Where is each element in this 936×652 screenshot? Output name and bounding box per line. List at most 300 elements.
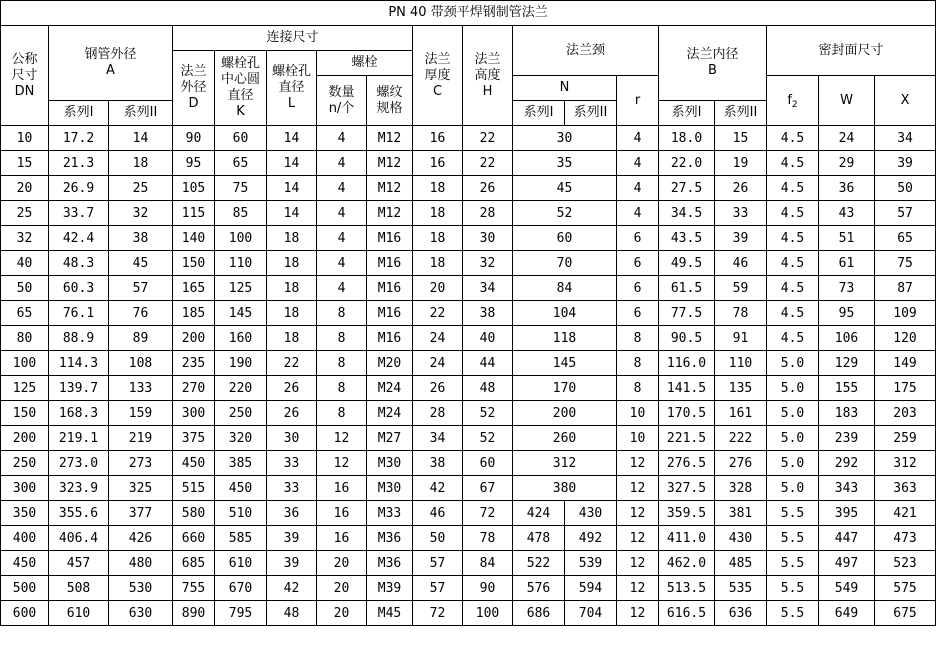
cell-f2: 4.5 <box>767 201 819 226</box>
cell-c: 26 <box>413 376 463 401</box>
cell-x: 87 <box>875 276 936 301</box>
table-row <box>1 351 936 376</box>
cell-n: 4 <box>317 151 367 176</box>
cell-b1: 61.5 <box>659 276 715 301</box>
cell-w: 73 <box>819 276 875 301</box>
cell-a2: 89 <box>109 326 173 351</box>
cell-f2: 4.5 <box>767 126 819 151</box>
cell-h: 44 <box>463 351 513 376</box>
cell-c: 18 <box>413 176 463 201</box>
header-pipe-od: 钢管外径 A <box>49 26 173 101</box>
cell-c: 24 <box>413 351 463 376</box>
cell-w: 36 <box>819 176 875 201</box>
cell-a2: 630 <box>109 601 173 626</box>
cell-dn: 25 <box>1 201 49 226</box>
cell-l: 18 <box>267 251 317 276</box>
header-bore-series2: 系列II <box>715 101 767 126</box>
cell-b1: 77.5 <box>659 301 715 326</box>
cell-dn: 65 <box>1 301 49 326</box>
cell-h: 38 <box>463 301 513 326</box>
cell-b1: 221.5 <box>659 426 715 451</box>
header-bolt: 螺栓 <box>317 51 413 76</box>
header-dn: 公称 尺寸 DN <box>1 26 49 126</box>
table-row <box>1 176 936 201</box>
cell-n1: 35 <box>513 151 617 176</box>
cell-n1: 478 <box>513 526 565 551</box>
cell-x: 259 <box>875 426 936 451</box>
cell-thread: M16 <box>367 226 413 251</box>
cell-c: 46 <box>413 501 463 526</box>
cell-n1: 70 <box>513 251 617 276</box>
cell-b2: 636 <box>715 601 767 626</box>
cell-n: 4 <box>317 276 367 301</box>
cell-b1: 90.5 <box>659 326 715 351</box>
cell-n: 4 <box>317 176 367 201</box>
table-row <box>1 151 936 176</box>
cell-d: 450 <box>173 451 215 476</box>
cell-d: 185 <box>173 301 215 326</box>
cell-x: 109 <box>875 301 936 326</box>
cell-c: 24 <box>413 326 463 351</box>
table-row <box>1 276 936 301</box>
cell-c: 72 <box>413 601 463 626</box>
cell-l: 39 <box>267 526 317 551</box>
cell-dn: 32 <box>1 226 49 251</box>
cell-d: 90 <box>173 126 215 151</box>
cell-a2: 76 <box>109 301 173 326</box>
cell-n1: 522 <box>513 551 565 576</box>
cell-a1: 273.0 <box>49 451 109 476</box>
cell-dn: 350 <box>1 501 49 526</box>
cell-r: 4 <box>617 151 659 176</box>
cell-x: 65 <box>875 226 936 251</box>
cell-k: 220 <box>215 376 267 401</box>
cell-x: 203 <box>875 401 936 426</box>
cell-r: 12 <box>617 551 659 576</box>
header-pipe-od-series1: 系列I <box>49 101 109 126</box>
cell-r: 10 <box>617 401 659 426</box>
cell-r: 12 <box>617 451 659 476</box>
cell-dn: 300 <box>1 476 49 501</box>
cell-n: 12 <box>317 426 367 451</box>
cell-w: 395 <box>819 501 875 526</box>
cell-dn: 450 <box>1 551 49 576</box>
header-bolt-hole: 螺栓孔 直径 L <box>267 51 317 126</box>
header-neck-r: r <box>617 76 659 126</box>
cell-k: 75 <box>215 176 267 201</box>
cell-l: 26 <box>267 401 317 426</box>
cell-l: 18 <box>267 276 317 301</box>
cell-a1: 610 <box>49 601 109 626</box>
header-neck-n: N <box>513 76 617 101</box>
cell-c: 20 <box>413 276 463 301</box>
cell-r: 12 <box>617 601 659 626</box>
cell-h: 67 <box>463 476 513 501</box>
cell-d: 300 <box>173 401 215 426</box>
cell-h: 40 <box>463 326 513 351</box>
cell-h: 84 <box>463 551 513 576</box>
cell-a1: 48.3 <box>49 251 109 276</box>
cell-r: 12 <box>617 501 659 526</box>
cell-a2: 25 <box>109 176 173 201</box>
cell-l: 39 <box>267 551 317 576</box>
cell-dn: 40 <box>1 251 49 276</box>
cell-b2: 39 <box>715 226 767 251</box>
cell-r: 6 <box>617 276 659 301</box>
header-neck-series1: 系列I <box>513 101 565 126</box>
cell-f2: 5.5 <box>767 551 819 576</box>
cell-a2: 45 <box>109 251 173 276</box>
cell-d: 755 <box>173 576 215 601</box>
table-row <box>1 326 936 351</box>
cell-b2: 59 <box>715 276 767 301</box>
cell-w: 51 <box>819 226 875 251</box>
cell-c: 18 <box>413 226 463 251</box>
cell-dn: 200 <box>1 426 49 451</box>
cell-r: 8 <box>617 351 659 376</box>
cell-thread: M12 <box>367 176 413 201</box>
cell-w: 24 <box>819 126 875 151</box>
cell-c: 42 <box>413 476 463 501</box>
cell-b1: 276.5 <box>659 451 715 476</box>
cell-d: 580 <box>173 501 215 526</box>
cell-d: 200 <box>173 326 215 351</box>
cell-b1: 327.5 <box>659 476 715 501</box>
header-f2-sub: 2 <box>791 99 798 110</box>
header-w: W <box>819 76 875 126</box>
cell-b1: 462.0 <box>659 551 715 576</box>
cell-a1: 76.1 <box>49 301 109 326</box>
cell-b1: 359.5 <box>659 501 715 526</box>
cell-k: 385 <box>215 451 267 476</box>
cell-b1: 22.0 <box>659 151 715 176</box>
table-row <box>1 301 936 326</box>
cell-x: 575 <box>875 576 936 601</box>
cell-n: 16 <box>317 526 367 551</box>
cell-k: 65 <box>215 151 267 176</box>
cell-w: 292 <box>819 451 875 476</box>
cell-r: 8 <box>617 326 659 351</box>
cell-d: 115 <box>173 201 215 226</box>
cell-d: 150 <box>173 251 215 276</box>
cell-n1: 118 <box>513 326 617 351</box>
cell-b1: 27.5 <box>659 176 715 201</box>
cell-f2: 5.0 <box>767 401 819 426</box>
cell-x: 523 <box>875 551 936 576</box>
cell-a1: 114.3 <box>49 351 109 376</box>
table-row <box>1 501 936 526</box>
cell-c: 22 <box>413 301 463 326</box>
cell-c: 16 <box>413 126 463 151</box>
cell-thread: M39 <box>367 576 413 601</box>
cell-r: 12 <box>617 476 659 501</box>
cell-thread: M16 <box>367 301 413 326</box>
cell-a2: 325 <box>109 476 173 501</box>
cell-n1: 576 <box>513 576 565 601</box>
cell-n: 8 <box>317 326 367 351</box>
header-bolt-circle: 螺栓孔 中心圆 直径 K <box>215 51 267 126</box>
cell-n: 4 <box>317 226 367 251</box>
header-x: X <box>875 76 936 126</box>
cell-n1: 104 <box>513 301 617 326</box>
cell-thread: M27 <box>367 426 413 451</box>
cell-b2: 485 <box>715 551 767 576</box>
cell-a2: 133 <box>109 376 173 401</box>
cell-n: 8 <box>317 376 367 401</box>
cell-thread: M30 <box>367 476 413 501</box>
cell-n: 16 <box>317 476 367 501</box>
cell-a2: 32 <box>109 201 173 226</box>
cell-r: 6 <box>617 251 659 276</box>
cell-a2: 159 <box>109 401 173 426</box>
cell-n: 8 <box>317 401 367 426</box>
cell-k: 160 <box>215 326 267 351</box>
cell-c: 38 <box>413 451 463 476</box>
cell-n1: 260 <box>513 426 617 451</box>
cell-k: 85 <box>215 201 267 226</box>
cell-n: 20 <box>317 576 367 601</box>
cell-f2: 4.5 <box>767 151 819 176</box>
cell-l: 14 <box>267 176 317 201</box>
cell-l: 36 <box>267 501 317 526</box>
header-bore-series1: 系列I <box>659 101 715 126</box>
cell-r: 6 <box>617 226 659 251</box>
cell-a1: 406.4 <box>49 526 109 551</box>
cell-x: 34 <box>875 126 936 151</box>
cell-b1: 116.0 <box>659 351 715 376</box>
cell-f2: 5.0 <box>767 376 819 401</box>
cell-l: 18 <box>267 226 317 251</box>
cell-dn: 400 <box>1 526 49 551</box>
cell-l: 14 <box>267 126 317 151</box>
cell-a2: 530 <box>109 576 173 601</box>
cell-n2: 594 <box>565 576 617 601</box>
cell-x: 39 <box>875 151 936 176</box>
cell-h: 32 <box>463 251 513 276</box>
cell-f2: 5.5 <box>767 601 819 626</box>
cell-c: 57 <box>413 576 463 601</box>
cell-k: 100 <box>215 226 267 251</box>
cell-k: 610 <box>215 551 267 576</box>
cell-f2: 5.5 <box>767 576 819 601</box>
cell-thread: M12 <box>367 201 413 226</box>
cell-a1: 168.3 <box>49 401 109 426</box>
cell-dn: 600 <box>1 601 49 626</box>
cell-k: 320 <box>215 426 267 451</box>
cell-f2: 5.5 <box>767 526 819 551</box>
cell-r: 6 <box>617 301 659 326</box>
cell-w: 239 <box>819 426 875 451</box>
cell-n: 4 <box>317 251 367 276</box>
cell-x: 75 <box>875 251 936 276</box>
cell-thread: M20 <box>367 351 413 376</box>
table-row <box>1 401 936 426</box>
cell-dn: 10 <box>1 126 49 151</box>
cell-a1: 88.9 <box>49 326 109 351</box>
cell-b1: 513.5 <box>659 576 715 601</box>
cell-b2: 26 <box>715 176 767 201</box>
cell-d: 515 <box>173 476 215 501</box>
table-row <box>1 126 936 151</box>
cell-b2: 381 <box>715 501 767 526</box>
cell-b2: 222 <box>715 426 767 451</box>
table-row <box>1 451 936 476</box>
cell-f2: 4.5 <box>767 226 819 251</box>
cell-d: 95 <box>173 151 215 176</box>
cell-a2: 14 <box>109 126 173 151</box>
cell-b1: 411.0 <box>659 526 715 551</box>
cell-w: 549 <box>819 576 875 601</box>
header-f2 <box>767 76 819 126</box>
cell-d: 375 <box>173 426 215 451</box>
table-row <box>1 226 936 251</box>
cell-thread: M33 <box>367 501 413 526</box>
cell-thread: M16 <box>367 326 413 351</box>
cell-k: 585 <box>215 526 267 551</box>
cell-h: 52 <box>463 401 513 426</box>
cell-b2: 33 <box>715 201 767 226</box>
cell-n2: 430 <box>565 501 617 526</box>
cell-w: 106 <box>819 326 875 351</box>
cell-n: 8 <box>317 351 367 376</box>
cell-dn: 125 <box>1 376 49 401</box>
cell-h: 52 <box>463 426 513 451</box>
cell-h: 28 <box>463 201 513 226</box>
cell-k: 60 <box>215 126 267 151</box>
cell-n1: 84 <box>513 276 617 301</box>
cell-n2: 492 <box>565 526 617 551</box>
cell-h: 90 <box>463 576 513 601</box>
cell-k: 125 <box>215 276 267 301</box>
cell-thread: M12 <box>367 151 413 176</box>
header-pipe-od-series2: 系列II <box>109 101 173 126</box>
cell-l: 22 <box>267 351 317 376</box>
cell-l: 30 <box>267 426 317 451</box>
cell-b1: 616.5 <box>659 601 715 626</box>
cell-c: 16 <box>413 151 463 176</box>
cell-f2: 5.0 <box>767 351 819 376</box>
header-neck-series2: 系列II <box>565 101 617 126</box>
cell-a2: 18 <box>109 151 173 176</box>
cell-n: 20 <box>317 601 367 626</box>
cell-n1: 686 <box>513 601 565 626</box>
cell-d: 140 <box>173 226 215 251</box>
cell-w: 497 <box>819 551 875 576</box>
cell-l: 18 <box>267 326 317 351</box>
cell-w: 95 <box>819 301 875 326</box>
cell-n1: 380 <box>513 476 617 501</box>
cell-dn: 80 <box>1 326 49 351</box>
cell-l: 33 <box>267 476 317 501</box>
table-row <box>1 601 936 626</box>
cell-dn: 500 <box>1 576 49 601</box>
cell-f2: 4.5 <box>767 326 819 351</box>
cell-h: 78 <box>463 526 513 551</box>
cell-thread: M16 <box>367 251 413 276</box>
cell-k: 510 <box>215 501 267 526</box>
cell-c: 50 <box>413 526 463 551</box>
cell-n1: 170 <box>513 376 617 401</box>
cell-k: 250 <box>215 401 267 426</box>
header-thread: 螺纹 规格 <box>367 76 413 126</box>
cell-dn: 20 <box>1 176 49 201</box>
cell-a1: 26.9 <box>49 176 109 201</box>
cell-a1: 33.7 <box>49 201 109 226</box>
cell-x: 57 <box>875 201 936 226</box>
cell-h: 48 <box>463 376 513 401</box>
cell-thread: M24 <box>367 401 413 426</box>
cell-n: 4 <box>317 126 367 151</box>
cell-a2: 426 <box>109 526 173 551</box>
cell-w: 61 <box>819 251 875 276</box>
cell-dn: 150 <box>1 401 49 426</box>
cell-d: 890 <box>173 601 215 626</box>
cell-b1: 43.5 <box>659 226 715 251</box>
cell-k: 670 <box>215 576 267 601</box>
cell-w: 183 <box>819 401 875 426</box>
table-row <box>1 576 936 601</box>
cell-b1: 49.5 <box>659 251 715 276</box>
cell-b1: 18.0 <box>659 126 715 151</box>
cell-l: 33 <box>267 451 317 476</box>
table-row <box>1 201 936 226</box>
cell-k: 795 <box>215 601 267 626</box>
cell-a2: 273 <box>109 451 173 476</box>
cell-a1: 323.9 <box>49 476 109 501</box>
header-neck: 法兰颈 <box>513 26 659 76</box>
cell-a1: 355.6 <box>49 501 109 526</box>
cell-d: 660 <box>173 526 215 551</box>
cell-b1: 34.5 <box>659 201 715 226</box>
cell-f2: 4.5 <box>767 251 819 276</box>
cell-dn: 100 <box>1 351 49 376</box>
cell-f2: 5.0 <box>767 426 819 451</box>
cell-l: 26 <box>267 376 317 401</box>
cell-a2: 57 <box>109 276 173 301</box>
cell-r: 4 <box>617 176 659 201</box>
cell-dn: 15 <box>1 151 49 176</box>
cell-b2: 135 <box>715 376 767 401</box>
cell-f2: 4.5 <box>767 276 819 301</box>
cell-n: 8 <box>317 301 367 326</box>
cell-n1: 52 <box>513 201 617 226</box>
cell-a2: 38 <box>109 226 173 251</box>
cell-a2: 480 <box>109 551 173 576</box>
cell-l: 14 <box>267 201 317 226</box>
cell-d: 685 <box>173 551 215 576</box>
cell-w: 155 <box>819 376 875 401</box>
table-body <box>1 126 936 626</box>
table-row <box>1 526 936 551</box>
cell-thread: M24 <box>367 376 413 401</box>
cell-r: 4 <box>617 201 659 226</box>
cell-h: 26 <box>463 176 513 201</box>
cell-b2: 161 <box>715 401 767 426</box>
cell-b1: 141.5 <box>659 376 715 401</box>
cell-thread: M36 <box>367 526 413 551</box>
cell-w: 129 <box>819 351 875 376</box>
cell-b2: 19 <box>715 151 767 176</box>
cell-x: 50 <box>875 176 936 201</box>
cell-n1: 200 <box>513 401 617 426</box>
header-connection: 连接尺寸 <box>173 26 413 51</box>
cell-f2: 5.0 <box>767 476 819 501</box>
cell-thread: M30 <box>367 451 413 476</box>
cell-n1: 30 <box>513 126 617 151</box>
cell-b2: 46 <box>715 251 767 276</box>
cell-f2: 5.5 <box>767 501 819 526</box>
cell-c: 57 <box>413 551 463 576</box>
